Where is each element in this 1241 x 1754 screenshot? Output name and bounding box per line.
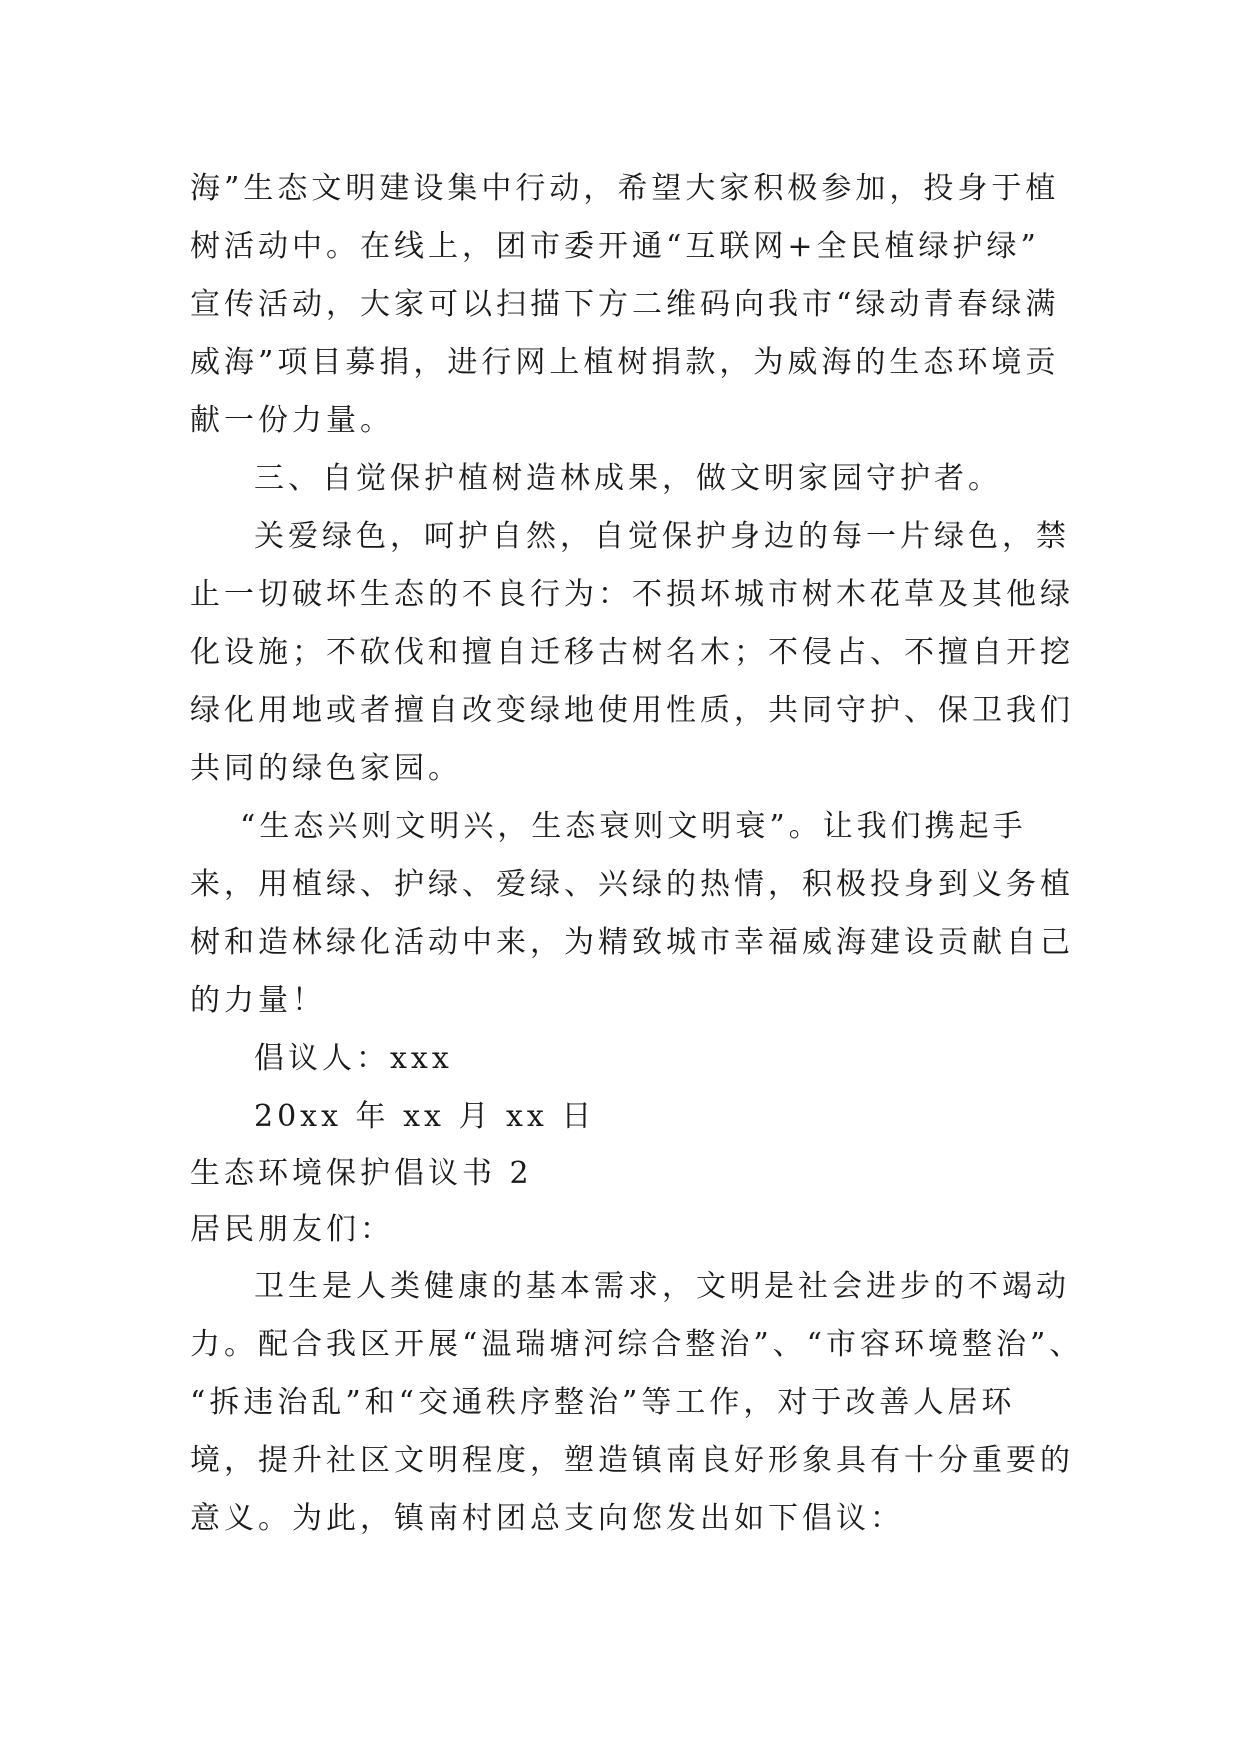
paragraph-line: 来，用植绿、护绿、爱绿、兴绿的热情，积极投身到义务植: [190, 867, 1074, 902]
paragraph-line: 绿化用地或者擅自改变绿地使用性质，共同守护、保卫我们: [190, 693, 1074, 728]
paragraph-line: “拆违治乱”和“交通秩序整治”等工作，对于改善人居环: [190, 1385, 1016, 1420]
paragraph-line: 共同的绿色家园。: [190, 751, 462, 786]
date-line: 20xx 年 xx 月 xx 日: [254, 1099, 596, 1134]
section-heading: 三、自觉保护植树造林成果，做文明家园守护者。: [254, 461, 1002, 496]
paragraph-line: 力。配合我区开展“温瑞塘河综合整治”、“市容环境整治”、: [190, 1327, 1084, 1362]
paragraph-line: 海”生态文明建设集中行动，希望大家积极参加，投身于植: [190, 171, 1060, 206]
paragraph-line: 的力量！: [190, 983, 326, 1018]
document-body: [190, 160, 1090, 1548]
paragraph-line: 献一份力量。: [190, 403, 394, 438]
paragraph-line: 树活动中。在线上，团市委开通“互联网+全民植绿护绿”: [190, 229, 1040, 264]
paragraph-line: 化设施；不砍伐和擅自迁移古树名木；不侵占、不擅自开挖: [190, 635, 1074, 670]
paragraph-line: “生态兴则文明兴，生态衰则文明衰”。让我们携起手: [240, 809, 1027, 844]
paragraph-line: 树和造林绿化活动中来，为精致城市幸福威海建设贡献自己: [190, 925, 1074, 960]
initiator-line: 倡议人：xxx: [254, 1041, 453, 1076]
paragraph-line: 威海”项目募捐，进行网上植树捐款，为威海的生态环境贡: [190, 345, 1060, 380]
salutation: 居民朋友们：: [190, 1212, 394, 1247]
paragraph-line: 止一切破坏生态的不良行为：不损坏城市树木花草及其他绿: [190, 577, 1074, 612]
paragraph-line: 意义。为此，镇南村团总支向您发出如下倡议：: [190, 1501, 904, 1536]
paragraph-line: 境，提升社区文明程度，塑造镇南良好形象具有十分重要的: [190, 1443, 1074, 1478]
document-title: 生态环境保护倡议书 2: [190, 1156, 533, 1191]
paragraph-line: 关爱绿色，呵护自然，自觉保护身边的每一片绿色，禁: [254, 519, 1070, 554]
paragraph-line: 宣传活动，大家可以扫描下方二维码向我市“绿动青春绿满: [190, 287, 1060, 322]
paragraph-line: 卫生是人类健康的基本需求，文明是社会进步的不竭动: [254, 1269, 1070, 1304]
